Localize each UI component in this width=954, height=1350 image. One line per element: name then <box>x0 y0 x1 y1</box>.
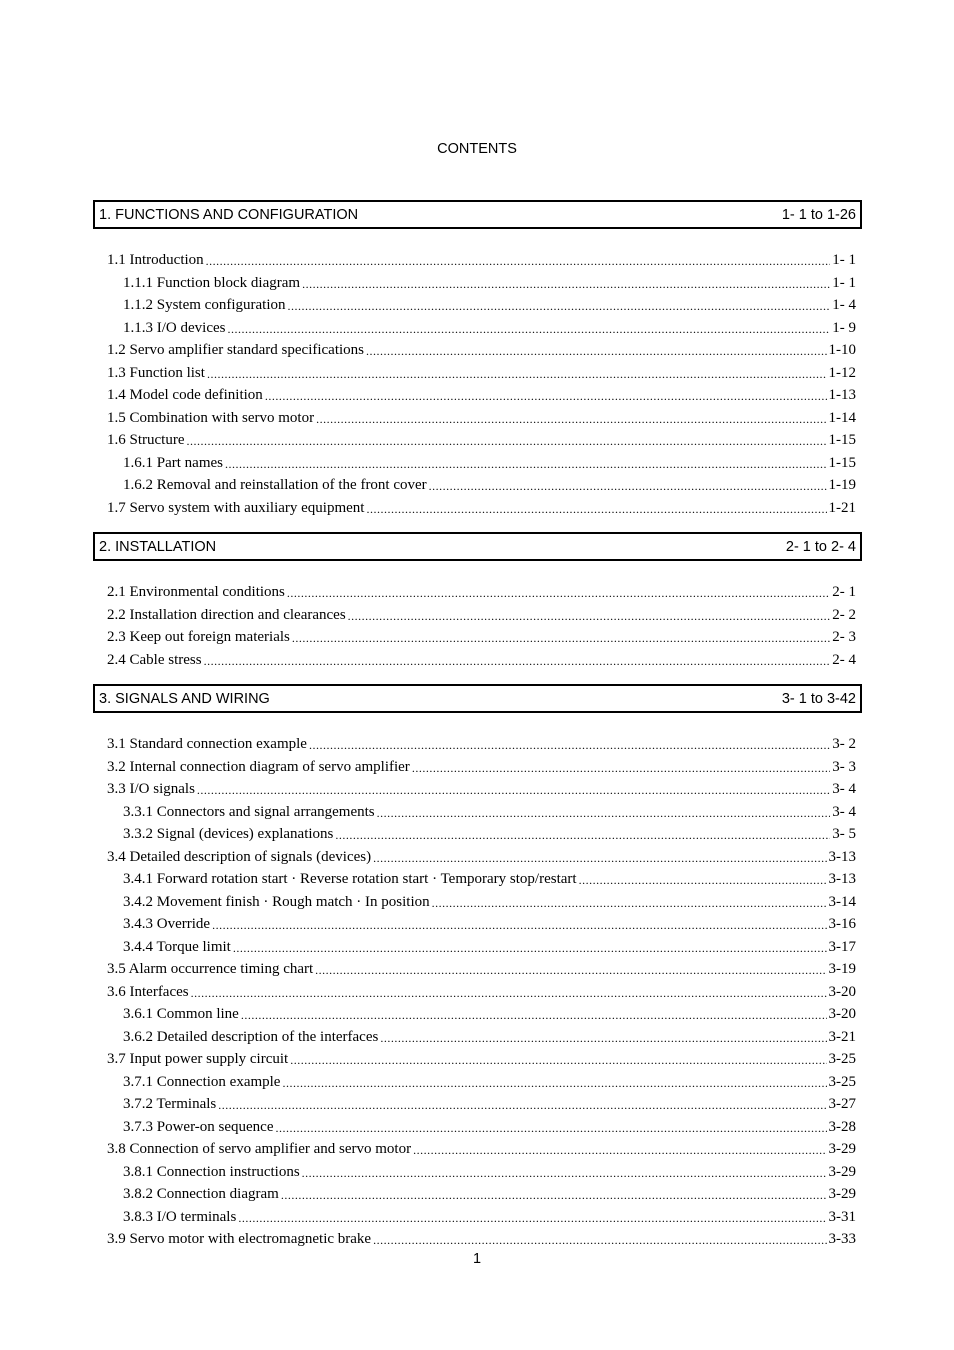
toc-entry[interactable] <box>123 934 856 956</box>
toc-entry[interactable] <box>123 1091 856 1113</box>
dot-leader <box>227 321 830 337</box>
toc-entry-page: 3-29 <box>828 1186 856 1202</box>
toc-entry-label: 1.1.2 System configuration <box>123 297 286 313</box>
toc-entry-label: 3.3.1 Connectors and signal arrangements <box>123 803 375 820</box>
toc-entry-page: 3-17 <box>828 938 856 955</box>
toc-entry-page: 3- 5 <box>832 826 856 842</box>
toc-entry-label: 3.7 Input power supply circuit <box>107 1051 289 1067</box>
toc-entry[interactable] <box>123 1001 856 1023</box>
toc-entry-label: 1.3 Function list <box>107 364 205 381</box>
dot-leader <box>265 388 827 404</box>
toc-entry-label: 3.6.2 Detailed description of the interfaces <box>123 1028 379 1045</box>
chapter-title: 2. INSTALLATION <box>99 538 217 555</box>
toc-entry[interactable] <box>123 1181 856 1203</box>
dot-leader <box>212 917 826 933</box>
toc-entry[interactable] <box>107 624 856 646</box>
toc-entry-page: 3-19 <box>828 961 856 977</box>
toc-entry-label: 3.8.2 Connection diagram <box>123 1186 279 1202</box>
toc-entry[interactable] <box>123 292 856 314</box>
toc-entry-label: 3.3.2 Signal (devices) explanations <box>123 826 334 842</box>
toc-entry-page: 1-12 <box>828 364 856 381</box>
toc-entry-label: 3.7.3 Power-on sequence <box>123 1118 274 1135</box>
toc-entry[interactable] <box>107 776 856 798</box>
toc-entry-page: 3-28 <box>828 1118 856 1135</box>
toc-entry-page: 1-14 <box>828 409 856 426</box>
toc-entry[interactable] <box>107 427 856 449</box>
toc-entry-label: 3.9 Servo motor with electromagnetic brake <box>107 1231 372 1247</box>
dot-leader <box>233 940 827 956</box>
chapter-title: 3. SIGNALS AND WIRING <box>99 690 270 707</box>
toc-entry[interactable] <box>123 1114 856 1136</box>
dot-leader <box>287 585 830 601</box>
dot-leader <box>186 433 826 449</box>
dot-leader <box>276 1120 827 1136</box>
dot-leader <box>413 1142 826 1158</box>
dot-leader <box>302 276 830 292</box>
toc-entry-page: 1-10 <box>828 342 856 358</box>
toc-entry-label: 3.4.3 Override <box>123 916 211 932</box>
chapter-page-range: 2- 1 to 2- 4 <box>785 538 856 555</box>
toc-entry-label: 3.7.1 Connection example <box>123 1073 281 1090</box>
toc-entry-page: 3-16 <box>828 916 856 932</box>
toc-entry[interactable] <box>123 799 856 821</box>
toc-entry-label: 3.8 Connection of servo amplifier and servo motor <box>107 1141 412 1157</box>
dot-leader <box>302 1165 827 1181</box>
chapter-page-range: 1- 1 to 1-26 <box>781 206 856 223</box>
toc-entry-page: 1-15 <box>828 454 856 471</box>
toc-entry[interactable] <box>107 844 856 866</box>
toc-entry[interactable] <box>123 315 856 337</box>
dot-leader <box>377 805 831 821</box>
toc-entry[interactable] <box>107 1226 856 1248</box>
dot-leader <box>373 1232 826 1248</box>
toc-entry-page: 1-15 <box>828 432 856 448</box>
toc-entry[interactable] <box>123 1024 856 1046</box>
toc-entry-page: 3- 4 <box>832 803 856 820</box>
toc-entry-label: 2.4 Cable stress <box>107 651 202 668</box>
toc-entry[interactable] <box>107 731 856 753</box>
dot-leader <box>579 872 827 888</box>
toc-entry-page: 3- 4 <box>832 781 856 797</box>
toc-entry-label: 3.4.2 Movement finish · Rough match · In position <box>123 893 430 910</box>
toc-entry[interactable] <box>107 979 856 1001</box>
dot-leader <box>225 456 827 472</box>
dot-leader <box>335 827 830 843</box>
toc-entry[interactable] <box>107 405 856 427</box>
dot-leader <box>315 962 826 978</box>
dot-leader <box>207 366 827 382</box>
toc-entry[interactable] <box>123 1159 856 1181</box>
toc-entry-label: 1.1.3 I/O devices <box>123 319 226 336</box>
toc-entry[interactable] <box>107 382 856 404</box>
dot-leader <box>348 608 831 624</box>
toc-entry-label: 3.4.4 Torque limit <box>123 938 231 955</box>
toc-entry-label: 3.7.2 Terminals <box>123 1096 217 1112</box>
toc-entry[interactable] <box>123 889 856 911</box>
toc-entry[interactable] <box>107 247 856 269</box>
page-number: 1 <box>472 1251 482 1267</box>
chapter-page-range: 3- 1 to 3-42 <box>781 690 856 707</box>
toc-entry-page: 3-31 <box>828 1208 856 1225</box>
toc-entry-label: 1.1.1 Function block diagram <box>123 274 301 291</box>
toc-entry-page: 3-21 <box>828 1028 856 1045</box>
toc-entry[interactable] <box>123 1204 856 1226</box>
toc-entry[interactable] <box>123 866 856 888</box>
toc-entry-label: 3.6 Interfaces <box>107 983 189 1000</box>
toc-entry-page: 3-29 <box>828 1141 856 1157</box>
toc-entry-label: 3.4.1 Forward rotation start · Reverse rotation start · Temporary stop/restart <box>123 871 577 887</box>
toc-entry-label: 3.4 Detailed description of signals (devices) <box>107 848 372 865</box>
toc-entry-label: 2.2 Installation direction and clearances <box>107 606 346 623</box>
toc-entry-page: 1- 4 <box>832 297 856 313</box>
toc-entry-label: 2.3 Keep out foreign materials <box>107 629 290 645</box>
dot-leader <box>380 1030 826 1046</box>
dot-leader <box>432 895 827 911</box>
toc-entry-label: 1.6.2 Removal and reinstallation of the front cover <box>123 477 427 493</box>
toc-entry-page: 3-13 <box>828 871 856 887</box>
toc-entry[interactable] <box>107 495 856 517</box>
dot-leader <box>309 737 830 753</box>
toc-entry-page: 3-33 <box>828 1231 856 1247</box>
dot-leader <box>373 850 826 866</box>
dot-leader <box>197 782 830 798</box>
dot-leader <box>191 985 827 1001</box>
toc-entry[interactable] <box>107 1136 856 1158</box>
dot-leader <box>287 298 830 314</box>
chapter-title: 1. FUNCTIONS AND CONFIGURATION <box>99 206 359 223</box>
toc-entry-label: 1.7 Servo system with auxiliary equipment <box>107 499 365 516</box>
dot-leader <box>412 760 830 776</box>
toc-entry-page: 3- 2 <box>832 736 856 752</box>
toc-entry-label: 1.6.1 Part names <box>123 454 223 471</box>
toc-entry[interactable] <box>107 602 856 624</box>
dot-leader <box>429 478 827 494</box>
toc-entry[interactable] <box>123 450 856 472</box>
toc-entry-page: 1-19 <box>828 477 856 493</box>
toc-entry-page: 2- 4 <box>832 651 856 668</box>
toc-entry[interactable] <box>107 579 856 601</box>
toc-entry-label: 3.3 I/O signals <box>107 781 195 797</box>
dot-leader <box>316 411 826 427</box>
toc-entry-page: 3- 3 <box>832 758 856 775</box>
toc-entry-page: 1-21 <box>828 499 856 516</box>
dot-leader <box>281 1187 827 1203</box>
toc-entry[interactable] <box>107 1046 856 1068</box>
chapter-heading <box>93 532 862 561</box>
toc-entry[interactable] <box>123 821 856 843</box>
toc-entry[interactable] <box>123 1069 856 1091</box>
toc-entry-page: 3-25 <box>828 1073 856 1090</box>
toc-entry[interactable] <box>107 647 856 669</box>
dot-leader <box>204 653 831 669</box>
toc-entry[interactable] <box>123 472 856 494</box>
dot-leader <box>238 1210 826 1226</box>
dot-leader <box>292 630 830 646</box>
toc-entry-page: 2- 2 <box>832 606 856 623</box>
chapter-heading <box>93 200 862 229</box>
toc-entry[interactable] <box>107 956 856 978</box>
toc-entry-label: 1.5 Combination with servo motor <box>107 409 315 426</box>
toc-entry-page: 1- 1 <box>832 274 856 291</box>
toc-entry-page: 2- 3 <box>832 629 856 645</box>
toc-entry-label: 3.5 Alarm occurrence timing chart <box>107 961 314 977</box>
toc-entry-page: 3-14 <box>828 893 856 910</box>
toc-entry-label: 1.1 Introduction <box>107 252 204 268</box>
toc-entry-page: 1-13 <box>828 387 856 403</box>
dot-leader <box>218 1097 826 1113</box>
toc-entry-page: 3-29 <box>828 1163 856 1180</box>
toc-entry-page: 1- 1 <box>832 252 856 268</box>
toc-entry-page: 1- 9 <box>832 319 856 336</box>
toc-entry-label: 3.2 Internal connection diagram of servo amplifier <box>107 758 410 775</box>
toc-entry-page: 3-13 <box>828 848 856 865</box>
toc-entry-page: 3-20 <box>828 1006 856 1022</box>
toc-entry-page: 3-20 <box>828 983 856 1000</box>
toc-entry[interactable] <box>107 754 856 776</box>
dot-leader <box>241 1007 827 1023</box>
toc-entry-page: 3-27 <box>828 1096 856 1112</box>
toc-entry-label: 1.6 Structure <box>107 432 185 448</box>
dot-leader <box>366 343 826 359</box>
toc-entry[interactable] <box>107 360 856 382</box>
page-title: CONTENTS <box>437 141 517 157</box>
toc-entry-label: 1.4 Model code definition <box>107 387 263 403</box>
toc-entry[interactable] <box>107 337 856 359</box>
dot-leader <box>290 1052 826 1068</box>
toc-entry-label: 3.1 Standard connection example <box>107 736 307 752</box>
toc-entry-label: 3.6.1 Common line <box>123 1006 239 1022</box>
dot-leader <box>366 501 826 517</box>
chapter-heading <box>93 684 862 713</box>
toc-entry-label: 3.8.3 I/O terminals <box>123 1208 237 1225</box>
toc-entry-label: 1.2 Servo amplifier standard specifications <box>107 342 365 358</box>
toc-entry-label: 2.1 Environmental conditions <box>107 584 285 600</box>
dot-leader <box>282 1075 826 1091</box>
toc-entry-page: 2- 1 <box>832 584 856 600</box>
toc-entry-label: 3.8.1 Connection instructions <box>123 1163 300 1180</box>
toc-entry[interactable] <box>123 270 856 292</box>
toc-entry-page: 3-25 <box>828 1051 856 1067</box>
toc-entry[interactable] <box>123 911 856 933</box>
dot-leader <box>206 253 831 269</box>
